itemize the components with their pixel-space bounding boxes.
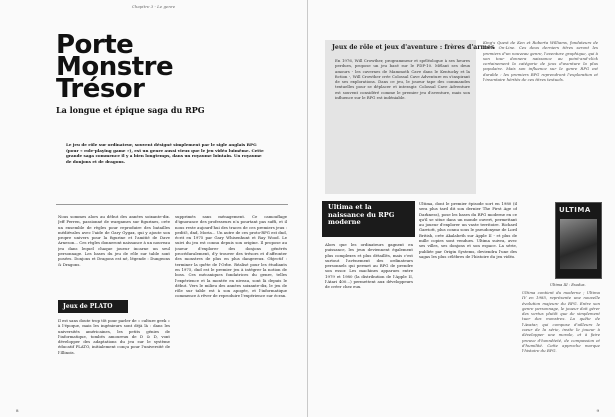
page-number-right: 9 bbox=[596, 408, 599, 413]
body-column-3 bbox=[325, 242, 413, 407]
title-line-1: Porte bbox=[56, 30, 134, 60]
body-text-2: supprimés sans ménagement. Ce camouflage d'ignorance des professeurs n'a pourtant pas suffi, et il nous reste aujourd'hui des traces de ces premiers jeux : pedit5, dnd, Moria... Un autre de ces proto-RPG est dnd, écrit en 1975 par Gary Whisenhunt et Ray Wood. Le suivi du jeu est connu depuis son origine. Il propose au joueur d'explorer des donjons générés procéduralement, d'y trouver des trésors et d'affronter des monstres de plus en plus dangereux. Objectif : terminer la quête de l'Orbe. Réalisé pour les étudiants en 1975, dnd est le premier jeu à intégrer la notion de boss. Ces mécaniques fondatrices du genre, telles l'expérience et la montée en niveau, sont là depuis le début. Vers le milieu des années soixante-dix, le jeu de rôle sur table est à son apogée, et l'informatique commence à rêver de reproduire l'expérience sur écran. bbox=[175, 214, 287, 299]
game-cover-image bbox=[555, 202, 602, 279]
body-column-4 bbox=[419, 201, 517, 406]
body-text-1: Nous sommes alors au début des années soixante-dix. Jeff Perren, passionné de wargames sur figurines, crée un ensemble de règles pour reproduire des batailles médiévales avec l'aide de Gary Gygax, qui y ajoute son propre univers pour la figurine et l'amitié de Dave Arneson... Ces règles donneront naissance à un nouveau jeu dans lequel chaque joueur incarne un seul personnage. Les bases du jeu de rôle sur table sont posées. Donjons et Dragons est né, légende : Dungeons & Dragons. bbox=[58, 214, 170, 267]
sidebar-side-text: King's Quest de Ken et Roberta Williams, fondateurs de Sierra On-Line. Ces deux derniers titres seront les premiers d'un nouveau genre, l'aventure graphique, qui à son tour donnera naissance au point-and-click certainement la catégorie de jeux d'aventure la plus populaire. Mais son influence sur le genre RPG est durable : les premiers RPG reprendront l'exploration et l'inventaire hérités de ces titres textuels. bbox=[483, 40, 598, 83]
plato-heading: Jeux de PLATO bbox=[58, 300, 128, 313]
divider bbox=[56, 204, 288, 205]
sidebar-text: En 1976, Will Crowther, programmeur et spéléologue à ses heures perdues, propose un jeu basé sur le PDP-10. Mêlant ses deux amours - les cavernes de Mammoth Cave dans le Kentucky et la fiction -, Will Crowther crée Colossal Cave Adventure en s'inspirant de ses explorations. Dans ce jeu, le joueur tape des commandes textuelles pour se déplacer et interagir. Colossal Cave Adventure est souvent considéré comme le premier jeu d'aventure, mais son influence sur le RPG est indéniable. bbox=[335, 58, 470, 101]
sidebar-column bbox=[335, 58, 470, 188]
body-column-5 bbox=[522, 290, 600, 406]
body-text-1b: Il est sans doute trop tôt pour parler de « culture geek » à l'époque, mais les ingénieurs sont déjà là : dans les universités américaines, les petits génies de l'informatique, tombés amoureux de D & D, vont développer des adaptations du jeu sur le système éducatif PLATO, initialement conçu pour l'université de l'Illinois. bbox=[58, 318, 170, 355]
game-cover-title: ULTIMA bbox=[559, 206, 591, 214]
running-head: Chapitre 3 - Le genre bbox=[131, 4, 176, 9]
game-cover-art bbox=[560, 219, 597, 269]
sidebar-side-column bbox=[483, 40, 598, 200]
title-line-2: Monstre bbox=[56, 52, 174, 82]
intro-paragraph: Le jeu de rôle sur ordinateur, souvent désigné simplement par le sigle anglais RPG (pour « role-playing game »), est un genre aussi vieux que le jeu vidéo luimême. Cette grande saga commence il y a bien longtemps, dans un royaume lointain. Un royaume de donjons et de dragons. bbox=[66, 142, 264, 164]
page-title bbox=[56, 30, 174, 104]
image-caption: Ultima III : Exodus. bbox=[550, 283, 586, 287]
body-column-1b bbox=[58, 318, 170, 406]
sidebar-heading: Jeux de rôle et jeux d'aventure : frères d'armes bbox=[332, 44, 495, 51]
body-text-3: Alors que les ordinateurs gagnent en puissance, les jeux deviennent également plus complexes et plus détaillés, mais c'est surtout l'avènement des ordinateurs personnels qui permet au RPG de prendre son essor. Les machines apparues entre 1979 et 1980 (la distribution de l'Apple II, l'Atari 400...) permettent aux développeurs de créer chez eux. bbox=[325, 242, 413, 290]
body-column-2 bbox=[175, 214, 287, 406]
body-text-5: Ultima contient du moderne ; Ultima IV en 1985, représente une nouvelle évolution majeure du RPG. Entre son genre personnage, le joueur doit gérer des vertus plutôt que de simplement tuer des monstres. La quête de l'Avatar, qui compose d'ailleurs le cœur de la série, invite le joueur à développer une morale, et à faire preuve d'honnêteté, de compassion et d'humilité. Cette approche marque l'histoire du RPG. bbox=[522, 290, 600, 354]
title-line-3: Trésor bbox=[56, 74, 145, 104]
page-number-left: 8 bbox=[16, 408, 19, 413]
page-subtitle: La longue et épique saga du RPG bbox=[56, 105, 205, 115]
body-text-4: Ultima, dont le premier épisode sort en 1980 (il sera plus tard dit son dernier The First Age of Darkness), pose les bases du RPG moderne en ce qu'il se situe dans un monde ouvert, permettant au joueur d'explorer un vaste territoire. Richard Garriott, plus connu sous le pseudonyme de Lord British, crée Akalabeth sur Apple II - et plus de mille copies sont vendues. Ultima suivra, avec ses villes, ses donjons et son espace. La série, publiée par Origin Systems, deviendra l'une des sagas les plus célèbres de l'histoire du jeu vidéo. bbox=[419, 201, 517, 259]
ultima-heading: Ultima et la naissance du RPG moderne bbox=[322, 201, 415, 237]
